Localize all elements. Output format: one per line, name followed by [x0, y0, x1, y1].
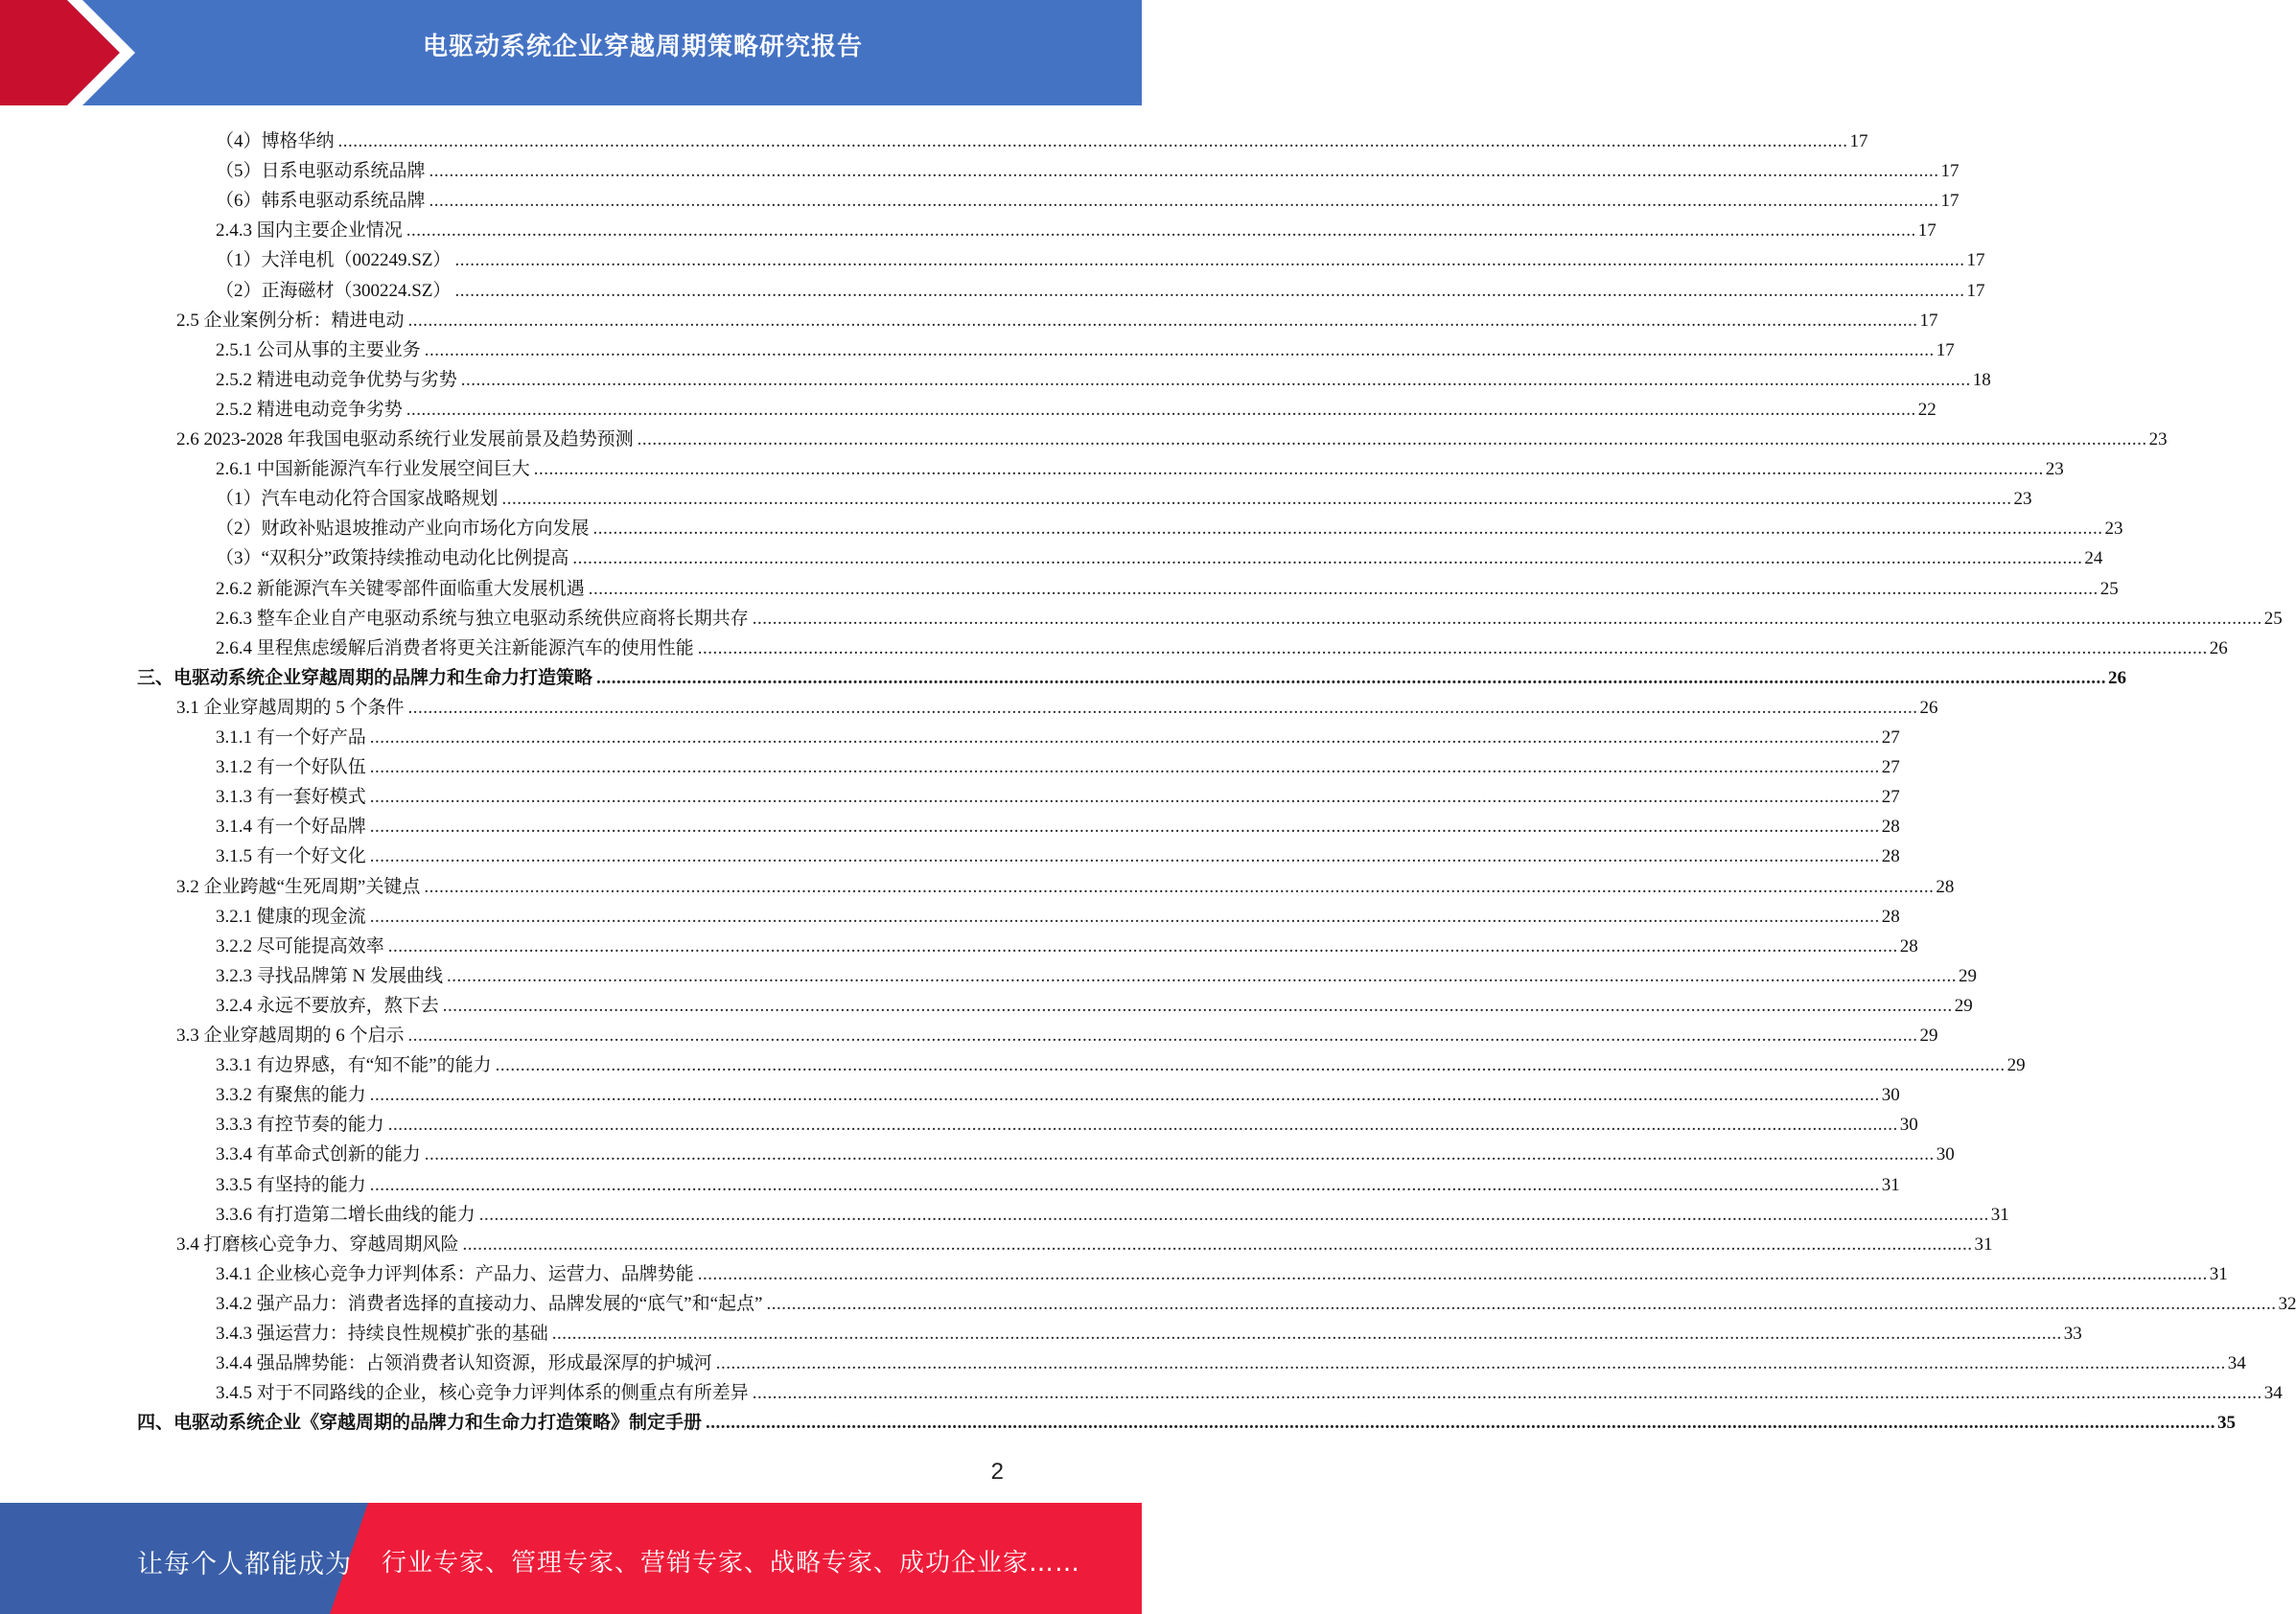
- toc-entry-label: 3.4.5 对于不同路线的企业，核心竞争力评判体系的侧重点有所差异: [216, 1383, 749, 1404]
- toc-leader-dots: ............................................................................................................................................................................................................................................................................................................: [766, 1293, 2277, 1314]
- toc-entry[interactable]: [216, 808, 1900, 838]
- toc-entry[interactable]: [216, 1166, 1900, 1196]
- toc-entry-label: 2.4.3 国内主要企业情况: [216, 220, 403, 242]
- toc-entry[interactable]: [216, 1047, 2026, 1076]
- toc-entry-page: 17: [1940, 191, 1960, 212]
- toc-entry-label: 3.3 企业穿越周期的 6 个启示: [176, 1026, 405, 1046]
- header-arrow-icon: [0, 0, 144, 105]
- toc-entry[interactable]: [216, 630, 2228, 659]
- toc-entry-label: 3.4 打磨核心竞争力、穿越周期风险: [176, 1234, 459, 1255]
- toc-entry-label: 3.1.4 有一个好品牌: [216, 817, 366, 838]
- toc-entry-page: 26: [2108, 667, 2127, 688]
- toc-entry-label: 3.3.5 有坚持的能力: [216, 1174, 366, 1195]
- toc-entry[interactable]: [216, 1374, 2283, 1404]
- toc-entry[interactable]: [216, 212, 1937, 242]
- toc-leader-dots: ............................................................................................................................................................................................................................................................................................................: [637, 429, 2147, 450]
- toc-entry-page: 30: [1899, 1115, 1918, 1136]
- toc-leader-dots: ............................................................................................................................................................................................................................................................................................................: [460, 369, 1971, 390]
- toc-entry-label: 3.3.2 有聚焦的能力: [216, 1085, 366, 1106]
- toc-entry[interactable]: [216, 480, 2032, 510]
- toc-entry-label: 2.5.1 公司从事的主要业务: [216, 339, 421, 360]
- toc-entry[interactable]: [176, 1017, 1938, 1047]
- toc-entry-page: 28: [1881, 846, 1900, 867]
- toc-entry-label: 2.6.4 里程焦虑缓解后消费者将更关注新能源汽车的使用性能: [216, 637, 694, 658]
- toc-entry[interactable]: [176, 302, 1938, 332]
- toc-entry-page: 28: [1881, 817, 1900, 838]
- toc-leader-dots: ............................................................................................................................................................................................................................................................................................................: [424, 876, 1935, 897]
- toc-leader-dots: ............................................................................................................................................................................................................................................................................................................: [454, 250, 1965, 271]
- toc-leader-dots: ............................................................................................................................................................................................................................................................................................................: [752, 608, 2262, 629]
- toc-entry-label: 2.6.2 新能源汽车关键零部件面临重大发展机遇: [216, 578, 585, 599]
- toc-leader-dots: ............................................................................................................................................................................................................................................................................................................: [369, 1085, 1880, 1106]
- toc-entry[interactable]: [216, 719, 1900, 749]
- toc-leader-dots: ............................................................................................................................................................................................................................................................................................................: [369, 1174, 1880, 1195]
- toc-entry[interactable]: [216, 749, 1900, 778]
- toc-entry-label: 2.6.1 中国新能源汽车行业发展空间巨大: [216, 459, 530, 480]
- toc-entry-page: 29: [2006, 1055, 2026, 1076]
- toc-leader-dots: ............................................................................................................................................................................................................................................................................................................: [337, 131, 1848, 151]
- toc-entry-label: 3.2 企业跨越“生死周期”关键点: [176, 876, 421, 897]
- toc-entry-page: 17: [1917, 220, 1937, 242]
- toc-leader-dots: ............................................................................................................................................................................................................................................................................................................: [369, 757, 1880, 778]
- toc-leader-dots: ............................................................................................................................................................................................................................................................................................................: [424, 1144, 1935, 1165]
- toc-leader-dots: ............................................................................................................................................................................................................................................................................................................: [424, 339, 1935, 360]
- toc-leader-dots: ............................................................................................................................................................................................................................................................................................................: [442, 995, 1953, 1016]
- toc-entry-page: 17: [1936, 339, 1955, 360]
- toc-entry-label: 3.3.6 有打造第二增长曲线的能力: [216, 1204, 475, 1225]
- toc-leader-dots: ............................................................................................................................................................................................................................................................................................................: [369, 727, 1880, 748]
- toc-entry-page: 34: [2263, 1383, 2283, 1404]
- toc-entry[interactable]: [216, 838, 1900, 867]
- toc-entry-label: 三、电驱动系统企业穿越周期的品牌力和生命力打造策略: [137, 667, 593, 688]
- toc-entry-page: 18: [1972, 369, 1991, 390]
- toc-leader-dots: ............................................................................................................................................................................................................................................................................................................: [752, 1383, 2262, 1404]
- toc-entry[interactable]: [137, 659, 2127, 689]
- toc-entry-page: 17: [1849, 131, 1868, 151]
- toc-entry-label: 2.5 企业案例分析：精进电动: [176, 310, 405, 331]
- toc-leader-dots: ............................................................................................................................................................................................................................................................................................................: [407, 310, 1918, 331]
- toc-entry[interactable]: [216, 1136, 1955, 1165]
- toc-entry-page: 27: [1881, 787, 1900, 808]
- toc-entry-page: 17: [1940, 161, 1960, 182]
- toc-entry-page: 28: [1899, 935, 1918, 957]
- toc-entry-label: （1）大洋电机（002249.SZ）: [216, 250, 452, 271]
- toc-entry-label: 3.1.1 有一个好产品: [216, 727, 366, 748]
- toc-entry-page: 22: [1917, 399, 1937, 420]
- toc-entry-page: 29: [1958, 965, 1977, 986]
- toc-entry-page: 26: [2209, 637, 2228, 658]
- toc-leader-dots: ............................................................................................................................................................................................................................................................................................................: [462, 1234, 1973, 1255]
- toc-entry[interactable]: [216, 1196, 2009, 1226]
- toc-entry-label: 3.1 企业穿越周期的 5 个条件: [176, 697, 405, 718]
- toc-leader-dots: ............................................................................................................................................................................................................................................................................................................: [429, 161, 1939, 182]
- toc-entry-label: （4）博格华纳: [216, 131, 335, 151]
- toc-entry-page: 33: [2063, 1324, 2082, 1344]
- toc-entry-page: 25: [2263, 608, 2283, 629]
- toc-entry-page: 23: [2013, 489, 2032, 510]
- page-header: [0, 0, 1142, 105]
- toc-leader-dots: ............................................................................................................................................................................................................................................................................................................: [572, 548, 2083, 569]
- toc-entry-page: 30: [1881, 1085, 1900, 1106]
- toc-entry-label: 3.2.2 尽可能提高效率: [216, 935, 384, 957]
- toc-entry-page: 17: [1919, 310, 1938, 331]
- page-footer: [0, 1503, 1142, 1614]
- footer-slogan-right: 行业专家、管理专家、营销专家、战略专家、成功企业家……: [382, 1549, 1081, 1578]
- toc-entry-page: 23: [2045, 459, 2064, 480]
- toc-entry-page: 24: [2084, 548, 2103, 569]
- toc-entry-page: 27: [1881, 727, 1900, 748]
- toc-leader-dots: ............................................................................................................................................................................................................................................................................................................: [369, 906, 1880, 927]
- toc-entry-label: （1）汽车电动化符合国家战略规划: [216, 489, 499, 510]
- toc-leader-dots: ............................................................................................................................................................................................................................................................................................................: [706, 1413, 2216, 1434]
- toc-leader-dots: ............................................................................................................................................................................................................................................................................................................: [407, 1026, 1918, 1046]
- toc-entry-label: 3.4.2 强产品力：消费者选择的直接动力、品牌发展的“底气”和“起点”: [216, 1293, 763, 1314]
- header-title: 电驱动系统企业穿越周期策略研究报告: [422, 33, 863, 61]
- toc-entry-page: 31: [1974, 1234, 1993, 1255]
- toc-entry-page: 17: [1966, 250, 1985, 271]
- toc-leader-dots: ............................................................................................................................................................................................................................................................................................................: [454, 280, 1965, 301]
- toc-entry-page: 23: [2104, 519, 2123, 540]
- toc-entry-label: （3）“双积分”政策持续推动电动化比例提高: [216, 548, 569, 569]
- toc-entry-label: 3.4.3 强运营力：持续良性规模扩张的基础: [216, 1324, 548, 1344]
- toc-entry[interactable]: [216, 778, 1900, 808]
- toc-entry-label: 2.5.2 精进电动竞争优势与劣势: [216, 369, 457, 390]
- toc-entry-label: （2）财政补贴退坡推动产业向市场化方向发展: [216, 519, 590, 540]
- toc-entry-label: 2.6 2023-2028 年我国电驱动系统行业发展前景及趋势预测: [176, 429, 634, 450]
- footer-slogan-left: 让每个人都能成为: [137, 1550, 352, 1579]
- toc-entry-page: 28: [1881, 906, 1900, 927]
- toc-leader-dots: ............................................................................................................................................................................................................................................................................................................: [588, 578, 2099, 599]
- toc-leader-dots: ............................................................................................................................................................................................................................................................................................................: [407, 697, 1918, 718]
- toc-entry[interactable]: [216, 510, 2123, 540]
- toc-entry-label: 3.2.1 健康的现金流: [216, 906, 366, 927]
- toc-entry-label: 3.4.4 强品牌势能：占领消费者认知资源，形成最深厚的护城河: [216, 1353, 712, 1374]
- toc-entry[interactable]: [216, 1106, 1918, 1136]
- toc-leader-dots: ............................................................................................................................................................................................................................................................................................................: [369, 787, 1880, 808]
- toc-entry[interactable]: [216, 242, 1985, 271]
- toc-entry-page: 35: [2217, 1413, 2237, 1434]
- toc-entry[interactable]: [216, 391, 1937, 421]
- toc-entry-label: 3.3.4 有革命式创新的能力: [216, 1144, 421, 1165]
- toc-entry-label: 3.2.3 寻找品牌第 N 发展曲线: [216, 965, 443, 986]
- toc-entry-page: 26: [1919, 697, 1938, 718]
- toc-entry-page: 17: [1966, 280, 1985, 301]
- toc-entry[interactable]: [216, 361, 1991, 391]
- toc-entry-label: 2.5.2 精进电动竞争劣势: [216, 399, 403, 420]
- toc-entry-label: 3.1.3 有一套好模式: [216, 787, 366, 808]
- toc-entry[interactable]: [216, 332, 1955, 361]
- toc-entry[interactable]: [216, 1315, 2082, 1345]
- toc-leader-dots: ............................................................................................................................................................................................................................................................................................................: [446, 965, 1957, 986]
- toc-leader-dots: ............................................................................................................................................................................................................................................................................................................: [495, 1055, 2006, 1076]
- toc-entry-page: 31: [1881, 1174, 1900, 1195]
- toc-leader-dots: ............................................................................................................................................................................................................................................................................................................: [369, 846, 1880, 867]
- toc-entry[interactable]: [216, 898, 1900, 928]
- toc-entry-page: 32: [2278, 1293, 2296, 1314]
- toc-entry[interactable]: [216, 928, 1918, 957]
- toc-leader-dots: ............................................................................................................................................................................................................................................................................................................: [501, 489, 2012, 510]
- toc-entry-label: 3.1.5 有一个好文化: [216, 846, 366, 867]
- toc-entry-label: 3.2.4 永远不要放弃，熬下去: [216, 995, 439, 1016]
- toc-entry[interactable]: [176, 868, 1955, 898]
- toc-leader-dots: ............................................................................................................................................................................................................................................................................................................: [697, 1263, 2208, 1284]
- toc-entry[interactable]: [216, 1345, 2246, 1374]
- toc-entry[interactable]: [176, 421, 2168, 450]
- toc-leader-dots: ............................................................................................................................................................................................................................................................................................................: [478, 1204, 1989, 1225]
- toc-leader-dots: ............................................................................................................................................................................................................................................................................................................: [715, 1353, 2226, 1374]
- toc-entry[interactable]: [216, 182, 1960, 212]
- toc-leader-dots: ............................................................................................................................................................................................................................................................................................................: [596, 667, 2107, 688]
- toc-entry-label: 3.4.1 企业核心竞争力评判体系：产品力、运营力、品牌势能: [216, 1263, 694, 1284]
- toc-entry-page: 29: [1954, 995, 1973, 1016]
- toc-leader-dots: ............................................................................................................................................................................................................................................................................................................: [551, 1324, 2062, 1344]
- toc-entry[interactable]: [216, 152, 1960, 182]
- toc-leader-dots: ............................................................................................................................................................................................................................................................................................................: [592, 519, 2103, 540]
- toc-leader-dots: ............................................................................................................................................................................................................................................................................................................: [533, 459, 2044, 480]
- toc-entry[interactable]: [216, 1076, 1900, 1106]
- toc-entry-page: 31: [1990, 1204, 2009, 1225]
- toc-entry-label: 3.3.3 有控节奏的能力: [216, 1115, 384, 1136]
- toc-entry-page: 25: [2099, 578, 2119, 599]
- toc-entry-page: 28: [1936, 876, 1955, 897]
- toc-entry[interactable]: [216, 272, 1985, 302]
- toc-entry[interactable]: [216, 987, 1973, 1017]
- page-number: 2: [990, 1459, 1004, 1485]
- toc-leader-dots: ............................................................................................................................................................................................................................................................................................................: [406, 399, 1916, 420]
- toc-entry-label: 3.1.2 有一个好队伍: [216, 757, 366, 778]
- toc-entry[interactable]: [176, 1226, 1993, 1256]
- toc-entry[interactable]: [216, 957, 1977, 987]
- toc-entry-label: （6）韩系电驱动系统品牌: [216, 191, 426, 212]
- toc-entry[interactable]: [216, 600, 2283, 630]
- toc-leader-dots: ............................................................................................................................................................................................................................................................................................................: [697, 637, 2208, 658]
- toc-entry[interactable]: [216, 540, 2103, 569]
- toc-entry-page: 29: [1919, 1026, 1938, 1046]
- toc-entry[interactable]: [216, 570, 2119, 600]
- toc-entry-page: 30: [1936, 1144, 1955, 1165]
- toc-leader-dots: ............................................................................................................................................................................................................................................................................................................: [387, 935, 1898, 957]
- toc-leader-dots: ............................................................................................................................................................................................................................................................................................................: [429, 191, 1939, 212]
- toc-entry-label: 2.6.3 整车企业自产电驱动系统与独立电驱动系统供应商将长期共存: [216, 608, 749, 629]
- toc-leader-dots: ............................................................................................................................................................................................................................................................................................................: [387, 1115, 1898, 1136]
- toc-entry-label: 3.3.1 有边界感，有“知不能”的能力: [216, 1055, 492, 1076]
- toc-entry[interactable]: [176, 689, 1938, 719]
- toc-entry-label: （5）日系电驱动系统品牌: [216, 161, 426, 182]
- toc-entry-label: 四、电驱动系统企业《穿越周期的品牌力和生命力打造策略》制定手册: [137, 1413, 703, 1434]
- toc-leader-dots: ............................................................................................................................................................................................................................................................................................................: [406, 220, 1916, 242]
- toc-entry-page: 34: [2227, 1353, 2246, 1374]
- toc-entry[interactable]: [216, 123, 1868, 152]
- toc-entry-label: （2）正海磁材（300224.SZ）: [216, 280, 452, 301]
- toc-leader-dots: ............................................................................................................................................................................................................................................................................................................: [369, 817, 1880, 838]
- toc-entry[interactable]: [216, 1285, 2296, 1315]
- toc-entry[interactable]: [137, 1404, 2237, 1434]
- toc-entry-page: 27: [1881, 757, 1900, 778]
- toc-entry[interactable]: [216, 450, 2064, 480]
- toc-entry-page: 23: [2148, 429, 2168, 450]
- toc-entry[interactable]: [216, 1256, 2228, 1285]
- toc-entry-page: 31: [2209, 1263, 2228, 1284]
